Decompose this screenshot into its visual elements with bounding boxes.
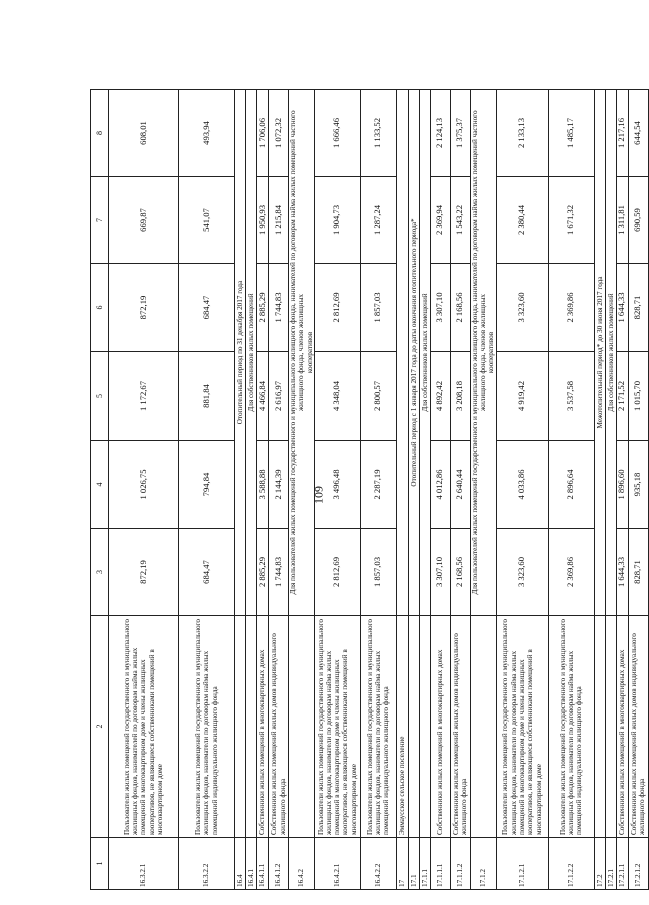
row-label-cell — [419, 616, 430, 838]
value-cell: 2 369,86 — [548, 529, 594, 616]
section-heading-line: Межотопительный период* до 30 июня 2017 года — [595, 276, 604, 429]
row-code-cell: 16.4.1.1 — [257, 838, 269, 890]
value-cell: 4 892,42 — [430, 352, 450, 441]
row-label-cell — [408, 616, 419, 838]
value-cell: 1 015,70 — [628, 352, 648, 441]
table-row — [450, 90, 470, 890]
value-cell: 2 885,29 — [257, 264, 269, 352]
value-cell: 3 323,60 — [496, 529, 548, 616]
value-cell: 4 466,84 — [257, 352, 269, 441]
value-cell: 1 287,24 — [360, 177, 396, 264]
row-label-cell — [605, 616, 616, 838]
value-cell: 684,47 — [179, 529, 235, 616]
row-label-cell: Собственники жилых помещений жилых домов индивидуального жилищного фонда — [628, 616, 648, 838]
row-label-cell — [246, 616, 257, 838]
row-label-cell: Собственники жилых помещений в многоквартирных домах — [257, 616, 269, 838]
value-cell: 935,18 — [628, 441, 648, 529]
table-row — [246, 90, 257, 890]
table-row — [235, 90, 246, 890]
table-row — [408, 90, 419, 890]
section-heading-line: Для собственников жилых помещений — [246, 293, 255, 412]
row-code-cell: 17.1.2 — [470, 838, 496, 890]
row-code-cell: 17 — [396, 838, 408, 890]
row-code-cell: 17.1.1 — [419, 838, 430, 890]
value-cell: 1 744,83 — [269, 264, 289, 352]
value-cell: 2 144,39 — [269, 441, 289, 529]
column-number-cell: 5 — [91, 352, 109, 441]
row-code-cell: 17.1.2.2 — [548, 838, 594, 890]
value-cell: 2 812,69 — [314, 529, 360, 616]
row-label-cell: Собственники жилых помещений жилых домов индивидуального жилищного фонда — [450, 616, 470, 838]
value-cell: 794,84 — [179, 441, 235, 529]
section-heading-cell — [594, 90, 605, 616]
value-cell: 2 616,97 — [269, 352, 289, 441]
value-cell: 2 124,13 — [430, 90, 450, 177]
row-code-cell: 17.2.1.1 — [616, 838, 628, 890]
value-cell: 1 644,33 — [616, 529, 628, 616]
value-cell: 2 133,13 — [496, 90, 548, 177]
value-cell: 4 033,86 — [496, 441, 548, 529]
table-row — [548, 90, 594, 890]
value-cell: 1 026,75 — [109, 441, 179, 529]
row-code-cell: 16.3.2.1 — [109, 838, 179, 890]
row-code-cell: 17.1 — [408, 838, 419, 890]
column-number-cell: 3 — [91, 529, 109, 616]
section-heading-line: Отопительный период с 1 января 2017 года до даты окончания отопительного периода* — [409, 218, 418, 487]
value-cell: 1 896,60 — [616, 441, 628, 529]
value-cell: 3 307,10 — [430, 529, 450, 616]
value-cell: 1 666,46 — [314, 90, 360, 177]
table-row — [396, 90, 408, 890]
value-cell: 1 744,83 — [269, 529, 289, 616]
row-code-cell: 16.4.1 — [246, 838, 257, 890]
table-row — [605, 90, 616, 890]
section-heading-cell — [470, 90, 496, 616]
table-row — [109, 90, 179, 890]
table-row — [289, 90, 315, 890]
row-label-cell: Собственники жилых помещений жилых домов индивидуального жилищного фонда — [269, 616, 289, 838]
value-cell: 3 588,88 — [257, 441, 269, 529]
row-code-cell: 16.4.2.1 — [314, 838, 360, 890]
value-cell: 828,71 — [628, 529, 648, 616]
value-cell: 1 671,32 — [548, 177, 594, 264]
value-cell: 2 168,56 — [450, 264, 470, 352]
value-cell: 2 380,44 — [496, 177, 548, 264]
row-code-cell: 17.2.1.2 — [628, 838, 648, 890]
value-cell: 4 919,42 — [496, 352, 548, 441]
page-number: 109 — [311, 486, 326, 504]
section-heading-cell — [235, 90, 246, 616]
column-number-cell: 1 — [91, 838, 109, 890]
value-cell: 1 072,32 — [269, 90, 289, 177]
section-heading-cell — [605, 90, 616, 616]
table-row — [430, 90, 450, 890]
value-cell: 1 485,17 — [548, 90, 594, 177]
row-label-cell: Пользователи жилых помещений государственного и муниципального жилищных фондов, наниматели по договорам найма жилых помещений в многоквартирном доме и члены жилищных кооперативов, не являющиеся собственниками помещений в многоквартирном доме — [314, 616, 360, 838]
row-code-cell: 17.2 — [594, 838, 605, 890]
row-label-cell: Пользователи жилых помещений государственного и муниципального жилищных фондов, наниматели по договорам найма жилых помещений в многоквартирном доме и члены жилищных кооперативов, не являющиеся собственниками помещений в многоквартирном доме — [496, 616, 548, 838]
value-cell: 828,71 — [628, 264, 648, 352]
value-cell: 1 706,06 — [257, 90, 269, 177]
row-label-cell: Собственники жилых помещений в многоквартирных домах — [616, 616, 628, 838]
value-cell: 1 311,81 — [616, 177, 628, 264]
table-row — [419, 90, 430, 890]
table-row — [179, 90, 235, 890]
value-cell: 1 644,33 — [616, 264, 628, 352]
row-code-cell: 16.4.1.2 — [269, 838, 289, 890]
row-label-cell — [594, 616, 605, 838]
row-label-cell: Собственники жилых помещений в многоквартирных домах — [430, 616, 450, 838]
row-code-cell: 16.4 — [235, 838, 246, 890]
value-cell: 2 369,86 — [548, 264, 594, 352]
value-cell: 1 950,93 — [257, 177, 269, 264]
value-cell: 3 208,18 — [450, 352, 470, 441]
value-cell: 1 375,37 — [450, 90, 470, 177]
row-code-cell: 17.1.1.2 — [450, 838, 470, 890]
table-row — [594, 90, 605, 890]
value-cell: 3 537,58 — [548, 352, 594, 441]
value-cell: 644,54 — [628, 90, 648, 177]
section-heading-cell — [289, 90, 315, 616]
value-cell: 1 904,73 — [314, 177, 360, 264]
row-label-cell: Пользователи жилых помещений государственного и муниципального жилищных фондов, наниматели по договорам найма жилых помещений индивидуального жилищного фонда — [360, 616, 396, 838]
value-cell: 872,19 — [109, 264, 179, 352]
value-cell: 872,19 — [109, 529, 179, 616]
table-row — [470, 90, 496, 890]
section-heading-line: кооперативов — [487, 331, 496, 374]
value-cell: 2 885,29 — [257, 529, 269, 616]
column-number-cell: 2 — [91, 616, 109, 838]
value-cell: 1 857,03 — [360, 264, 396, 352]
value-cell: 1 857,03 — [360, 529, 396, 616]
value-cell: 2 369,94 — [430, 177, 450, 264]
value-cell: 2 287,19 — [360, 441, 396, 529]
row-label-cell: Пользователи жилых помещений государственного и муниципального жилищных фондов, наниматели по договорам найма жилых помещений индивидуального жилищного фонда — [548, 616, 594, 838]
value-cell: 690,59 — [628, 177, 648, 264]
value-cell: 1 172,67 — [109, 352, 179, 441]
value-cell: 1 215,84 — [269, 177, 289, 264]
table-row — [496, 90, 548, 890]
row-code-cell: 17.2.1 — [605, 838, 616, 890]
section-heading-cell — [419, 90, 430, 616]
value-cell: 2 800,57 — [360, 352, 396, 441]
section-heading-line: Отопительный период по 31 декабря 2017 года — [235, 280, 244, 425]
empty-span-cell — [396, 90, 408, 616]
value-cell: 541,07 — [179, 177, 235, 264]
section-heading-line: Для собственников жилых помещений — [606, 293, 615, 412]
section-heading-line: Для пользователей жилых помещений государственного и муниципального жилищного фонда, нанимателей по договорам найма жилых помещений частного жилищного фонда, членов жилищных — [289, 110, 306, 595]
column-number-cell: 7 — [91, 177, 109, 264]
value-cell: 1 217,16 — [616, 90, 628, 177]
table-row — [360, 90, 396, 890]
row-code-cell: 17.1.2.1 — [496, 838, 548, 890]
table-row — [314, 90, 360, 890]
section-heading-line: кооперативов — [305, 331, 314, 374]
value-cell: 3 307,10 — [430, 264, 450, 352]
value-cell: 2 812,69 — [314, 264, 360, 352]
value-cell: 608,01 — [109, 90, 179, 177]
section-heading-line: Для собственников жилых помещений — [420, 293, 429, 412]
value-cell: 669,87 — [109, 177, 179, 264]
value-cell: 2 168,56 — [450, 529, 470, 616]
row-label-cell: Эммаусское сельское поселение — [396, 616, 408, 838]
row-code-cell: 17.1.1.1 — [430, 838, 450, 890]
value-cell: 684,47 — [179, 264, 235, 352]
section-heading-cell — [408, 90, 419, 616]
value-cell: 1 133,52 — [360, 90, 396, 177]
rotated-table-container — [90, 90, 647, 890]
column-number-cell: 6 — [91, 264, 109, 352]
column-number-row — [91, 90, 109, 890]
value-cell: 3 323,60 — [496, 264, 548, 352]
column-number-cell: 8 — [91, 90, 109, 177]
table-row — [616, 90, 628, 890]
value-cell: 2 171,52 — [616, 352, 628, 441]
section-heading-cell — [246, 90, 257, 616]
value-cell: 3 496,48 — [314, 441, 360, 529]
row-code-cell: 16.3.2.2 — [179, 838, 235, 890]
table-row — [628, 90, 648, 890]
row-label-cell — [470, 616, 496, 838]
row-label-cell: Пользователи жилых помещений государственного и муниципального жилищных фондов, наниматели по договорам найма жилых помещений индивидуального жилищного фонда — [179, 616, 235, 838]
value-cell: 4 012,86 — [430, 441, 450, 529]
row-label-cell — [289, 616, 315, 838]
row-label-cell: Пользователи жилых помещений государственного и муниципального жилищных фондов, нанимателей по договорам найма жилых помещений в многоквартирном доме и члены жилищных кооперативов, не являющиеся собственниками помещений в многоквартирном доме — [109, 616, 179, 838]
value-cell: 4 348,04 — [314, 352, 360, 441]
row-code-cell: 16.4.2 — [289, 838, 315, 890]
row-code-cell: 16.4.2.2 — [360, 838, 396, 890]
table-body — [91, 90, 649, 890]
value-cell: 2 896,64 — [548, 441, 594, 529]
section-heading-line: Для пользователей жилых помещений государственного и муниципального жилищного фонда, нанимателей по договорам найма жилых помещений частного жилищного фонда, членов жилищных — [470, 110, 488, 595]
value-cell: 881,84 — [179, 352, 235, 441]
value-cell: 1 543,22 — [450, 177, 470, 264]
tariff-table — [90, 89, 649, 890]
table-row — [269, 90, 289, 890]
row-label-cell — [235, 616, 246, 838]
table-row — [257, 90, 269, 890]
value-cell: 493,94 — [179, 90, 235, 177]
value-cell: 2 640,44 — [450, 441, 470, 529]
column-number-cell: 4 — [91, 441, 109, 529]
